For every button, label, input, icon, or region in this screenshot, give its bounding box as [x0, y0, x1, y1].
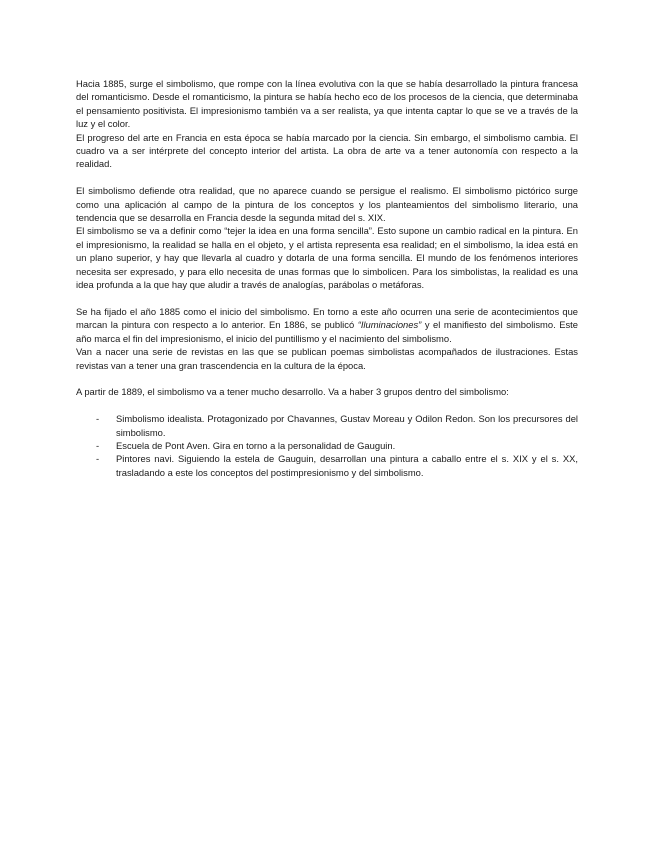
paragraph-5 — [76, 305, 578, 345]
list-item — [76, 412, 578, 439]
paragraph-2: El progreso del arte en Francia en esta época se había marcado por la ciencia. Sin embargo, el simbolismo cambia. El cuadro va a ser intérprete del concepto interior del artista. La obra de arte va a tener autonomía con respecto a la realidad. — [76, 131, 578, 170]
iluminaciones-title: “Iluminaciones” — [357, 319, 422, 331]
paragraph-gap — [76, 291, 578, 304]
paragraph-7: A partir de 1889, el simbolismo va a tener mucho desarrollo. Va a haber 3 grupos dentro del simbolismo: — [76, 386, 509, 398]
bullet-dash: - — [96, 453, 100, 465]
paragraph-6: Van a nacer una serie de revistas en las que se publican poemas simbolistas acompañados de ilustraciones. Estas revistas van a tener una gran trascendencia en la cultura de la época. — [76, 346, 578, 371]
document-page — [76, 77, 578, 479]
bullet-dash: - — [96, 413, 100, 425]
paragraph-gap — [76, 399, 578, 412]
list-item-text: Escuela de Pont Aven. Gira en torno a la personalidad de Gauguin. — [116, 439, 396, 451]
paragraph-5-text-b: y el manifiesto del simbolismo. Este año marca el fin del impresionismo, el inicio del puntillismo y el nacimiento del simbolismo. — [76, 319, 578, 344]
list-item-text: Simbolismo idealista. Protagonizado por Chavannes, Gustav Moreau y Odilon Redon. Son los precursores del simbolismo. — [116, 413, 578, 438]
paragraph-4: El simbolismo se va a definir como “tejer la idea en una forma sencilla”. Esto supone un cambio radical en la pintura. En el impresionismo, la realidad se halla en el objeto, y el artista representa esa realidad; en el simbolismo, la idea está en un plano superior, y hay que llevarla al cuadro y dotarla de una forma sencilla. El mundo de los fenómenos interiores necesita ser expresado, y para ello necesita de unas formas que lo simbolicen. Para los simbolistas, la realidad es una idea profunda a la que hay que aludir a través de analogías, parábolas o metáforas. — [76, 225, 578, 291]
bullet-dash: - — [96, 439, 100, 451]
groups-list — [76, 412, 578, 479]
list-item — [76, 439, 578, 452]
paragraph-5-text-a: Se ha fijado el año 1885 como el inicio del simbolismo. En torno a este año ocurren una serie de acontecimientos que marcan la pintura con respecto a lo anterior. En 1886, se publicó — [76, 305, 578, 331]
list-item — [76, 452, 578, 479]
paragraph-3: El simbolismo defiende otra realidad, que no aparece cuando se persigue el realismo. El simbolismo pictórico surge como una aplicación al campo de la pintura de los conceptos y los planteamientos del simbolismo literario, una tendencia que se desarrolla en Francia desde la segunda mitad del s. XIX. — [76, 185, 578, 224]
paragraph-gap — [76, 171, 578, 184]
list-item-text: Pintores navi. Siguiendo la estela de Gauguin, desarrollan una pintura a caballo entre el s. XIX y el s. XX, trasladando a este los conceptos del postimpresionismo y del simbolismo. — [116, 453, 578, 478]
paragraph-gap — [76, 372, 578, 385]
paragraph-1: Hacia 1885, surge el simbolismo, que rompe con la línea evolutiva con la que se había desarrollado la pintura francesa del romanticismo. Desde el romanticismo, la pintura se había hecho eco de los procesos de la ciencia, que determinaba el pensamiento positivista. El impresionismo también va a ser realista, ya que intenta captar lo que se ve a través de la luz y el color. — [76, 78, 578, 130]
